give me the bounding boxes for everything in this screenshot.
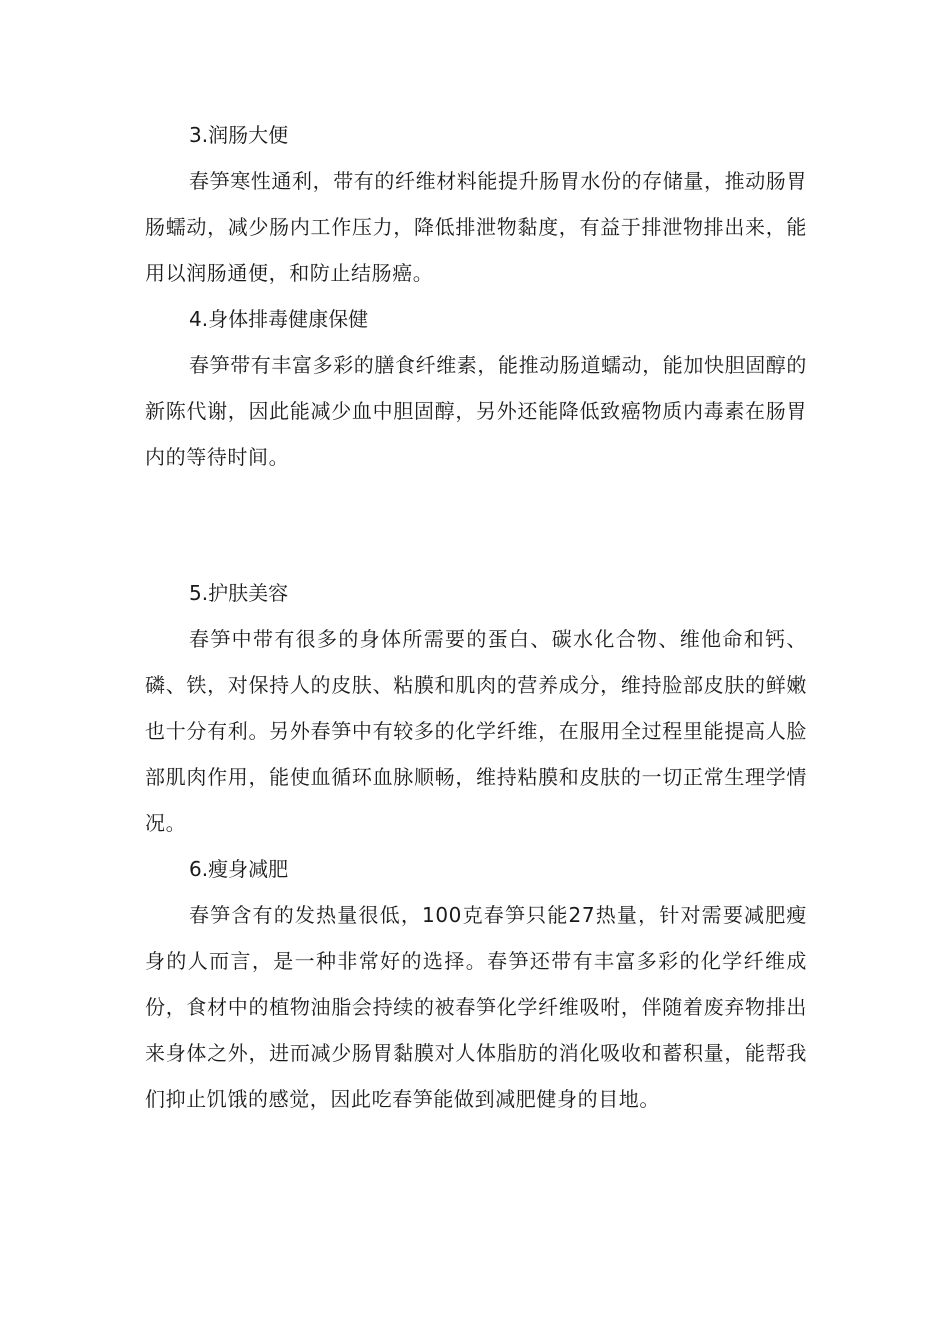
section-heading-6: 6.瘦身减肥: [189, 857, 289, 881]
section-body-6: 春笋含有的发热量很低，100克春笋只能27热量，针对需要减肥瘦身的人而言，是一种非常好的选择。春笋还带有丰富多彩的化学纤维成份，食材中的植物油脂会持续的被春笋化学纤维吸咐，伴随着废弃物排出来身体之外，进而减少肠胃黏膜对人体脂肪的消化吸收和蓄积量，能帮我们抑止饥饿的感觉，因此吃春笋能做到减肥健身的目地。: [145, 903, 807, 1111]
document-body: [145, 112, 807, 1122]
section-body-4: 春笋带有丰富多彩的膳食纤维素，能推动肠道蠕动，能加快胆固醇的新陈代谢，因此能减少血中胆固醇，另外还能降低致癌物质内毒素在肠胃内的等待时间。: [145, 353, 807, 469]
section-heading-3: 3.润肠大便: [189, 123, 289, 147]
section-body-5: 春笋中带有很多的身体所需要的蛋白、碳水化合物、维他命和钙、磷、铁，对保持人的皮肤、粘膜和肌肉的营养成分，维持脸部皮肤的鲜嫩也十分有利。另外春笋中有较多的化学纤维，在服用全过程里能提高人脸部肌肉作用，能使血循环血脉顺畅，维持粘膜和皮肤的一切正常生理学情况。: [145, 627, 807, 835]
section-gap: [145, 480, 807, 570]
section-body-3: 春笋寒性通利，带有的纤维材料能提升肠胃水份的存储量，推动肠胃肠蠕动，减少肠内工作压力，降低排泄物黏度，有益于排泄物排出来，能用以润肠通便，和防止结肠癌。: [145, 169, 807, 285]
section-heading-4: 4.身体排毒健康保健: [189, 307, 369, 331]
section-heading-5: 5.护肤美容: [189, 581, 289, 605]
